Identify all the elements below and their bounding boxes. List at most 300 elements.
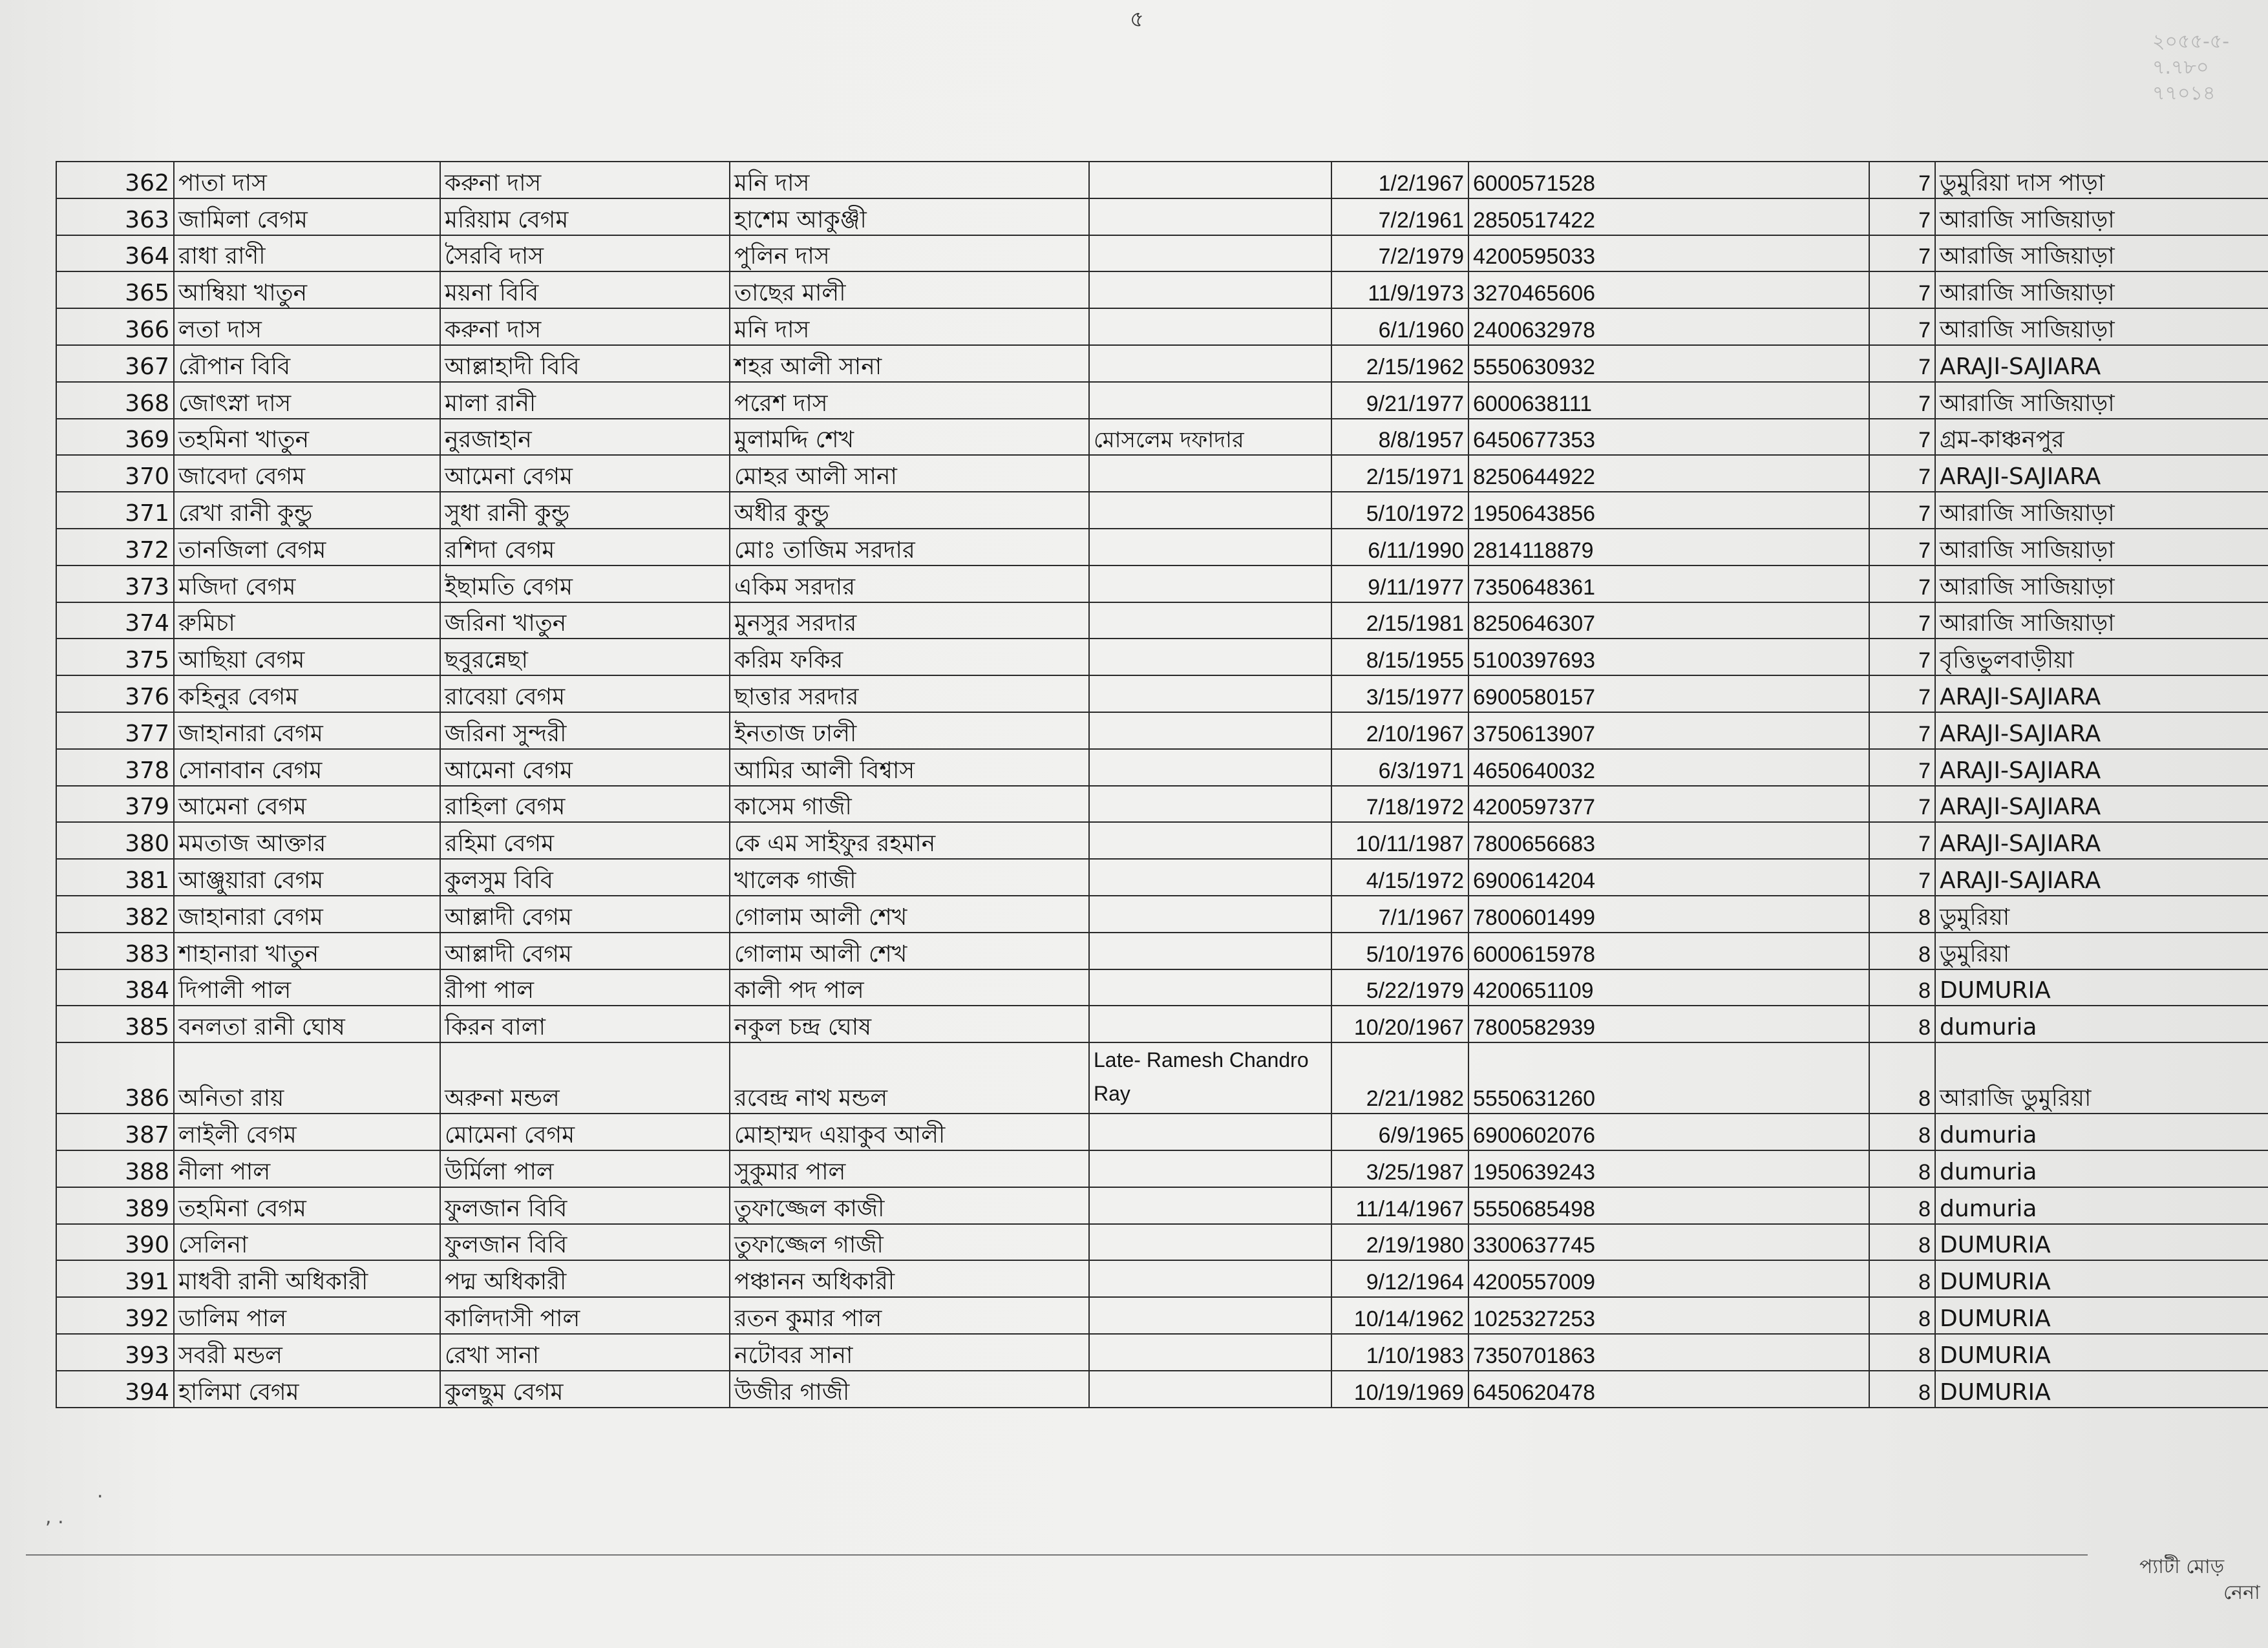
birth-date-cell: 7/1/1967 <box>1331 896 1468 933</box>
table-row <box>56 969 2268 1006</box>
nid-number-cell: 7800656683 <box>1468 822 1869 859</box>
ward-number-cell: 8 <box>1869 1224 1935 1261</box>
father-name-cell: অধীর কুন্ডু <box>730 492 1089 529</box>
nid-number-cell: 4650640032 <box>1468 749 1869 786</box>
table-row <box>56 896 2268 933</box>
nid-number-cell: 3750613907 <box>1468 712 1869 749</box>
name-cell: ডালিম পাল <box>174 1297 440 1334</box>
ward-number-cell: 7 <box>1869 419 1935 456</box>
table-row <box>56 1334 2268 1371</box>
birth-date-cell: 10/11/1987 <box>1331 822 1468 859</box>
ward-number-cell: 8 <box>1869 1187 1935 1224</box>
scan-speck-2: . <box>97 1480 103 1503</box>
mother-name-cell: আল্লাদী বেগম <box>440 933 730 969</box>
village-cell: DUMURIA <box>1935 1224 2268 1261</box>
remark-cell <box>1089 198 1331 235</box>
village-cell: dumuria <box>1935 1114 2268 1150</box>
village-cell: আরাজি সাজিয়াড়া <box>1935 565 2268 602</box>
table-row <box>56 1187 2268 1224</box>
remark-cell <box>1089 162 1331 198</box>
table-row <box>56 1114 2268 1150</box>
name-cell: আছিয়া বেগম <box>174 639 440 675</box>
father-name-cell: মুনসুর সরদার <box>730 602 1089 639</box>
serial-number-cell: 389 <box>56 1187 174 1224</box>
village-cell: গ্রম-কাঞ্চনপুর <box>1935 419 2268 456</box>
page-mark: ৫ <box>1130 6 1145 32</box>
serial-number-cell: 393 <box>56 1334 174 1371</box>
table-row <box>56 933 2268 969</box>
ward-number-cell: 8 <box>1869 1006 1935 1042</box>
nid-number-cell: 4200651109 <box>1468 969 1869 1006</box>
village-cell: dumuria <box>1935 1006 2268 1042</box>
name-cell: জাহানারা বেগম <box>174 712 440 749</box>
mother-name-cell: রীপা পাল <box>440 969 730 1006</box>
mother-name-cell: অরুনা মন্ডল <box>440 1042 730 1114</box>
ward-number-cell: 8 <box>1869 1042 1935 1114</box>
remark-cell <box>1089 822 1331 859</box>
mother-name-cell: কুলছুম বেগম <box>440 1371 730 1408</box>
name-cell: মাধবী রানী অধিকারী <box>174 1260 440 1297</box>
village-cell: আরাজি সাজিয়াড়া <box>1935 382 2268 419</box>
nid-number-cell: 7800582939 <box>1468 1006 1869 1042</box>
ward-number-cell: 8 <box>1869 1114 1935 1150</box>
ward-number-cell: 7 <box>1869 786 1935 823</box>
village-cell: dumuria <box>1935 1187 2268 1224</box>
footer-note-line-2: নেনা <box>2223 1581 2260 1604</box>
serial-number-cell: 386 <box>56 1042 174 1114</box>
village-cell: ডুমুরিয়া <box>1935 896 2268 933</box>
remark-cell <box>1089 1150 1331 1187</box>
birth-date-cell: 2/15/1962 <box>1331 345 1468 382</box>
remark-cell <box>1089 1006 1331 1042</box>
serial-number-cell: 370 <box>56 455 174 492</box>
name-cell: অনিতা রায় <box>174 1042 440 1114</box>
serial-number-cell: 391 <box>56 1260 174 1297</box>
footer-divider <box>26 1554 2088 1556</box>
village-cell: ARAJI-SAJIARA <box>1935 455 2268 492</box>
ward-number-cell: 7 <box>1869 345 1935 382</box>
table-body <box>56 162 2268 1408</box>
remark-cell: মোসলেম দফাদার <box>1089 419 1331 456</box>
table-row <box>56 162 2268 198</box>
village-cell: DUMURIA <box>1935 1371 2268 1408</box>
scan-speck: , . <box>45 1506 64 1528</box>
table-row <box>56 1297 2268 1334</box>
corner-note-line-2: ৭.৭৮০ <box>2152 56 2209 79</box>
village-cell: আরাজি সাজিয়াড়া <box>1935 198 2268 235</box>
remark-cell <box>1089 308 1331 345</box>
birth-date-cell: 11/9/1973 <box>1331 271 1468 308</box>
nid-number-cell: 6000638111 <box>1468 382 1869 419</box>
name-cell: রৌপান বিবি <box>174 345 440 382</box>
mother-name-cell: করুনা দাস <box>440 308 730 345</box>
remark-cell <box>1089 639 1331 675</box>
birth-date-cell: 3/15/1977 <box>1331 675 1468 712</box>
mother-name-cell: ফুলজান বিবি <box>440 1224 730 1261</box>
father-name-cell: নটোবর সানা <box>730 1334 1089 1371</box>
name-cell: রুমিচা <box>174 602 440 639</box>
birth-date-cell: 10/19/1969 <box>1331 1371 1468 1408</box>
remark-cell <box>1089 492 1331 529</box>
birth-date-cell: 7/18/1972 <box>1331 786 1468 823</box>
name-cell: আম্বিয়া খাতুন <box>174 271 440 308</box>
father-name-cell: উজীর গাজী <box>730 1371 1089 1408</box>
name-cell: সেলিনা <box>174 1224 440 1261</box>
village-cell: ARAJI-SAJIARA <box>1935 749 2268 786</box>
name-cell: হালিমা বেগম <box>174 1371 440 1408</box>
birth-date-cell: 6/11/1990 <box>1331 529 1468 565</box>
mother-name-cell: উর্মিলা পাল <box>440 1150 730 1187</box>
village-cell: ARAJI-SAJIARA <box>1935 786 2268 823</box>
remark-cell <box>1089 271 1331 308</box>
nid-number-cell: 3300637745 <box>1468 1224 1869 1261</box>
father-name-cell: কাসেম গাজী <box>730 786 1089 823</box>
birth-date-cell: 4/15/1972 <box>1331 859 1468 896</box>
mother-name-cell: কিরন বালা <box>440 1006 730 1042</box>
village-cell: আরাজি সাজিয়াড়া <box>1935 235 2268 272</box>
village-cell: ARAJI-SAJIARA <box>1935 345 2268 382</box>
table-row <box>56 308 2268 345</box>
remark-cell <box>1089 1297 1331 1334</box>
father-name-cell: খালেক গাজী <box>730 859 1089 896</box>
name-cell: আঞ্জুয়ারা বেগম <box>174 859 440 896</box>
father-name-cell: রবেন্দ্র নাথ মন্ডল <box>730 1042 1089 1114</box>
table-row <box>56 345 2268 382</box>
birth-date-cell: 2/10/1967 <box>1331 712 1468 749</box>
mother-name-cell: মালা রানী <box>440 382 730 419</box>
ward-number-cell: 7 <box>1869 235 1935 272</box>
village-cell: ARAJI-SAJIARA <box>1935 822 2268 859</box>
ward-number-cell: 8 <box>1869 1371 1935 1408</box>
father-name-cell: মোঃ তাজিম সরদার <box>730 529 1089 565</box>
remark-cell <box>1089 896 1331 933</box>
birth-date-cell: 10/20/1967 <box>1331 1006 1468 1042</box>
name-cell: জামিলা বেগম <box>174 198 440 235</box>
name-cell: মজিদা বেগম <box>174 565 440 602</box>
serial-number-cell: 365 <box>56 271 174 308</box>
name-cell: নীলা পাল <box>174 1150 440 1187</box>
mother-name-cell: রেখা সানা <box>440 1334 730 1371</box>
name-cell: সোনাবান বেগম <box>174 749 440 786</box>
ward-number-cell: 7 <box>1869 492 1935 529</box>
nid-number-cell: 6900602076 <box>1468 1114 1869 1150</box>
remark-cell: Late- Ramesh Chandro Ray <box>1089 1042 1331 1114</box>
birth-date-cell: 1/2/1967 <box>1331 162 1468 198</box>
village-cell: ARAJI-SAJIARA <box>1935 859 2268 896</box>
ward-number-cell: 8 <box>1869 1150 1935 1187</box>
father-name-cell: মোহর আলী সানা <box>730 455 1089 492</box>
mother-name-cell: রশিদা বেগম <box>440 529 730 565</box>
birth-date-cell: 2/19/1980 <box>1331 1224 1468 1261</box>
father-name-cell: গোলাম আলী শেখ <box>730 933 1089 969</box>
nid-number-cell: 1950639243 <box>1468 1150 1869 1187</box>
table-row <box>56 455 2268 492</box>
ward-number-cell: 8 <box>1869 1334 1935 1371</box>
nid-number-cell: 2850517422 <box>1468 198 1869 235</box>
nid-number-cell: 6450677353 <box>1468 419 1869 456</box>
father-name-cell: মোহাম্মদ এয়াকুব আলী <box>730 1114 1089 1150</box>
ward-number-cell: 7 <box>1869 639 1935 675</box>
father-name-cell: ইনতাজ ঢালী <box>730 712 1089 749</box>
village-cell: ARAJI-SAJIARA <box>1935 712 2268 749</box>
mother-name-cell: রাহিলা বেগম <box>440 786 730 823</box>
name-cell: তানজিলা বেগম <box>174 529 440 565</box>
remark-cell <box>1089 859 1331 896</box>
mother-name-cell: সুধা রানী কুন্ডু <box>440 492 730 529</box>
nid-number-cell: 7350648361 <box>1468 565 1869 602</box>
ward-number-cell: 7 <box>1869 675 1935 712</box>
table-row <box>56 419 2268 456</box>
father-name-cell: পুলিন দাস <box>730 235 1089 272</box>
table-row <box>56 859 2268 896</box>
birth-date-cell: 9/21/1977 <box>1331 382 1468 419</box>
village-cell: dumuria <box>1935 1150 2268 1187</box>
serial-number-cell: 367 <box>56 345 174 382</box>
nid-number-cell: 8250646307 <box>1468 602 1869 639</box>
nid-number-cell: 2400632978 <box>1468 308 1869 345</box>
father-name-cell: মুলামদ্দি শেখ <box>730 419 1089 456</box>
father-name-cell: ছাত্তার সরদার <box>730 675 1089 712</box>
table-row <box>56 712 2268 749</box>
name-cell: শাহানারা খাতুন <box>174 933 440 969</box>
ward-number-cell: 7 <box>1869 602 1935 639</box>
birth-date-cell: 8/15/1955 <box>1331 639 1468 675</box>
remark-cell <box>1089 455 1331 492</box>
father-name-cell: করিম ফকির <box>730 639 1089 675</box>
father-name-cell: কালী পদ পাল <box>730 969 1089 1006</box>
table-row <box>56 271 2268 308</box>
father-name-cell: শহর আলী সানা <box>730 345 1089 382</box>
village-cell: ডুমুরিয়া দাস পাড়া <box>1935 162 2268 198</box>
table-row <box>56 1224 2268 1261</box>
mother-name-cell: করুনা দাস <box>440 162 730 198</box>
nid-number-cell: 5100397693 <box>1468 639 1869 675</box>
remark-cell <box>1089 1260 1331 1297</box>
table-row <box>56 602 2268 639</box>
serial-number-cell: 366 <box>56 308 174 345</box>
village-cell: বৃত্তিভুলবাড়ীয়া <box>1935 639 2268 675</box>
father-name-cell: মনি দাস <box>730 308 1089 345</box>
table-row <box>56 1371 2268 1408</box>
mother-name-cell: নুরজাহান <box>440 419 730 456</box>
mother-name-cell: ইছামতি বেগম <box>440 565 730 602</box>
ward-number-cell: 7 <box>1869 198 1935 235</box>
mother-name-cell: রাবেয়া বেগম <box>440 675 730 712</box>
serial-number-cell: 388 <box>56 1150 174 1187</box>
ward-number-cell: 7 <box>1869 271 1935 308</box>
father-name-cell: তুফাজ্জেল গাজী <box>730 1224 1089 1261</box>
table-row <box>56 492 2268 529</box>
remark-cell <box>1089 235 1331 272</box>
ward-number-cell: 7 <box>1869 712 1935 749</box>
name-cell: জাহানারা বেগম <box>174 896 440 933</box>
name-cell: রাধা রাণী <box>174 235 440 272</box>
remark-cell <box>1089 345 1331 382</box>
nid-number-cell: 1950643856 <box>1468 492 1869 529</box>
mother-name-cell: মোমেনা বেগম <box>440 1114 730 1150</box>
name-cell: সবরী মন্ডল <box>174 1334 440 1371</box>
table-row <box>56 749 2268 786</box>
father-name-cell: পরেশ দাস <box>730 382 1089 419</box>
father-name-cell: তুফাজ্জেল কাজী <box>730 1187 1089 1224</box>
mother-name-cell: ছবুরন্নেছা <box>440 639 730 675</box>
serial-number-cell: 394 <box>56 1371 174 1408</box>
ward-number-cell: 7 <box>1869 822 1935 859</box>
serial-number-cell: 364 <box>56 235 174 272</box>
serial-number-cell: 390 <box>56 1224 174 1261</box>
serial-number-cell: 377 <box>56 712 174 749</box>
table-row <box>56 675 2268 712</box>
table-row <box>56 382 2268 419</box>
nid-number-cell: 6000615978 <box>1468 933 1869 969</box>
father-name-cell: একিম সরদার <box>730 565 1089 602</box>
village-cell: আরাজি সাজিয়াড়া <box>1935 271 2268 308</box>
nid-number-cell: 6450620478 <box>1468 1371 1869 1408</box>
serial-number-cell: 372 <box>56 529 174 565</box>
birth-date-cell: 6/1/1960 <box>1331 308 1468 345</box>
remark-cell <box>1089 933 1331 969</box>
table-row <box>56 639 2268 675</box>
mother-name-cell: কুলসুম বিবি <box>440 859 730 896</box>
name-cell: তহমিনা বেগম <box>174 1187 440 1224</box>
serial-number-cell: 383 <box>56 933 174 969</box>
name-cell: বনলতা রানী ঘোষ <box>174 1006 440 1042</box>
table-row <box>56 1150 2268 1187</box>
name-cell: আমেনা বেগম <box>174 786 440 823</box>
remark-cell <box>1089 529 1331 565</box>
birth-date-cell: 3/25/1987 <box>1331 1150 1468 1187</box>
ward-number-cell: 8 <box>1869 933 1935 969</box>
mother-name-cell: রহিমা বেগম <box>440 822 730 859</box>
village-cell: ARAJI-SAJIARA <box>1935 675 2268 712</box>
nid-number-cell: 5550685498 <box>1468 1187 1869 1224</box>
mother-name-cell: ময়না বিবি <box>440 271 730 308</box>
nid-number-cell: 4200595033 <box>1468 235 1869 272</box>
mother-name-cell: কালিদাসী পাল <box>440 1297 730 1334</box>
serial-number-cell: 363 <box>56 198 174 235</box>
nid-number-cell: 2814118879 <box>1468 529 1869 565</box>
birth-date-cell: 2/15/1981 <box>1331 602 1468 639</box>
nid-number-cell: 4200557009 <box>1468 1260 1869 1297</box>
nid-number-cell: 7800601499 <box>1468 896 1869 933</box>
ward-number-cell: 7 <box>1869 455 1935 492</box>
corner-note-line-1: ২০৫৫-৫- <box>2152 30 2230 53</box>
nid-number-cell: 6000571528 <box>1468 162 1869 198</box>
remark-cell <box>1089 565 1331 602</box>
name-cell: লতা দাস <box>174 308 440 345</box>
name-cell: লাইলী বেগম <box>174 1114 440 1150</box>
birth-date-cell: 6/3/1971 <box>1331 749 1468 786</box>
father-name-cell: মনি দাস <box>730 162 1089 198</box>
birth-date-cell: 7/2/1961 <box>1331 198 1468 235</box>
remark-cell <box>1089 1114 1331 1150</box>
serial-number-cell: 368 <box>56 382 174 419</box>
nid-number-cell: 4200597377 <box>1468 786 1869 823</box>
table-row <box>56 1006 2268 1042</box>
name-cell: কহিনুর বেগম <box>174 675 440 712</box>
serial-number-cell: 382 <box>56 896 174 933</box>
ward-number-cell: 8 <box>1869 1260 1935 1297</box>
serial-number-cell: 381 <box>56 859 174 896</box>
name-cell: দিপালী পাল <box>174 969 440 1006</box>
father-name-cell: রতন কুমার পাল <box>730 1297 1089 1334</box>
serial-number-cell: 387 <box>56 1114 174 1150</box>
mother-name-cell: আমেনা বেগম <box>440 749 730 786</box>
name-cell: রেখা রানী কুন্ডু <box>174 492 440 529</box>
mother-name-cell: জরিনা খাতুন <box>440 602 730 639</box>
serial-number-cell: 376 <box>56 675 174 712</box>
nid-number-cell: 6900614204 <box>1468 859 1869 896</box>
birth-date-cell: 5/10/1972 <box>1331 492 1468 529</box>
name-cell: পাতা দাস <box>174 162 440 198</box>
village-cell: ডুমুরিয়া <box>1935 933 2268 969</box>
birth-date-cell: 2/21/1982 <box>1331 1042 1468 1114</box>
nid-number-cell: 3270465606 <box>1468 271 1869 308</box>
footer-note-line-1: প্যাটী মোড় <box>2139 1556 2225 1578</box>
table-row <box>56 1260 2268 1297</box>
remark-cell <box>1089 602 1331 639</box>
village-cell: আরাজি সাজিয়াড়া <box>1935 602 2268 639</box>
nid-number-cell: 5550631260 <box>1468 1042 1869 1114</box>
father-name-cell: হাশেম আকুঞ্জী <box>730 198 1089 235</box>
birth-date-cell: 1/10/1983 <box>1331 1334 1468 1371</box>
nid-number-cell: 1025327253 <box>1468 1297 1869 1334</box>
serial-number-cell: 379 <box>56 786 174 823</box>
birth-date-cell: 2/15/1971 <box>1331 455 1468 492</box>
father-name-cell: গোলাম আলী শেখ <box>730 896 1089 933</box>
ward-number-cell: 7 <box>1869 382 1935 419</box>
remark-cell <box>1089 1334 1331 1371</box>
remark-cell <box>1089 1371 1331 1408</box>
serial-number-cell: 373 <box>56 565 174 602</box>
table-row <box>56 529 2268 565</box>
village-cell: DUMURIA <box>1935 1297 2268 1334</box>
mother-name-cell: সৈরবি দাস <box>440 235 730 272</box>
serial-number-cell: 378 <box>56 749 174 786</box>
village-cell: DUMURIA <box>1935 1334 2268 1371</box>
mother-name-cell: আল্লাদী বেগম <box>440 896 730 933</box>
birth-date-cell: 5/10/1976 <box>1331 933 1468 969</box>
table-row <box>56 786 2268 823</box>
ward-number-cell: 7 <box>1869 749 1935 786</box>
remark-cell <box>1089 786 1331 823</box>
name-cell: তহমিনা খাতুন <box>174 419 440 456</box>
serial-number-cell: 385 <box>56 1006 174 1042</box>
ward-number-cell: 7 <box>1869 162 1935 198</box>
birth-date-cell: 10/14/1962 <box>1331 1297 1468 1334</box>
birth-date-cell: 8/8/1957 <box>1331 419 1468 456</box>
mother-name-cell: জরিনা সুন্দরী <box>440 712 730 749</box>
remark-cell <box>1089 382 1331 419</box>
mother-name-cell: ফুলজান বিবি <box>440 1187 730 1224</box>
serial-number-cell: 392 <box>56 1297 174 1334</box>
ward-number-cell: 8 <box>1869 969 1935 1006</box>
ward-number-cell: 8 <box>1869 1297 1935 1334</box>
nid-number-cell: 5550630932 <box>1468 345 1869 382</box>
village-cell: DUMURIA <box>1935 969 2268 1006</box>
village-cell: DUMURIA <box>1935 1260 2268 1297</box>
serial-number-cell: 380 <box>56 822 174 859</box>
mother-name-cell: আমেনা বেগম <box>440 455 730 492</box>
birth-date-cell: 9/12/1964 <box>1331 1260 1468 1297</box>
remark-cell <box>1089 675 1331 712</box>
father-name-cell: কে এম সাইফুর রহমান <box>730 822 1089 859</box>
father-name-cell: সুকুমার পাল <box>730 1150 1089 1187</box>
remark-cell <box>1089 1187 1331 1224</box>
table-row <box>56 198 2268 235</box>
remark-cell <box>1089 712 1331 749</box>
nid-number-cell: 6900580157 <box>1468 675 1869 712</box>
